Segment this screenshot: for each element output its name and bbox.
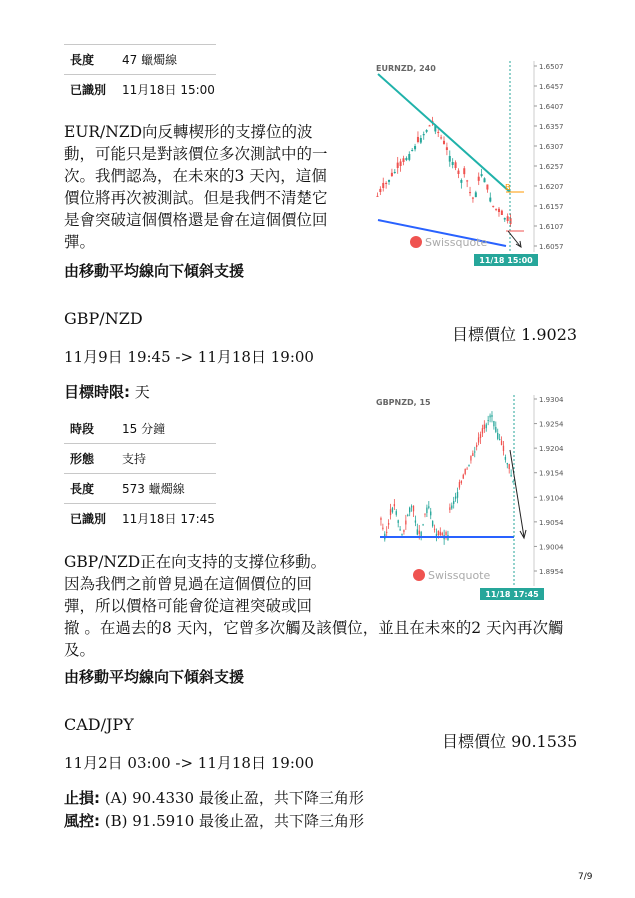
candle-body (382, 528, 383, 529)
meta-value: 支持 (122, 444, 216, 474)
candle-body (474, 452, 475, 453)
candle-body (419, 531, 420, 534)
gbpnzd-paragraph-bottom: 撤 。在過去的8 天內，它曾多次觸及該價位，並且在未來的2 天內再次觸及。 (64, 619, 564, 659)
cadjpy-target: 目標價位 90.1535 (442, 732, 578, 751)
gbpnzd-meta-table (64, 414, 216, 533)
axis-tick-label: 1.9254 (539, 420, 564, 429)
eurnzd-subheading: 由移動平均線向下傾斜支援 (64, 262, 245, 280)
meta-key: 時段 (70, 422, 95, 436)
cadjpy-stop-loss (64, 787, 364, 808)
candle-body (440, 532, 441, 535)
candle-body (457, 492, 458, 498)
candle-body (510, 475, 511, 476)
meta-value: 11月18日 15:00 (122, 75, 216, 105)
meta-row (64, 444, 216, 474)
candle-body (430, 512, 431, 516)
meta-value: 47 蠟燭線 (122, 45, 216, 75)
candle-body (481, 174, 483, 176)
candle-body (422, 524, 423, 525)
candle-body (414, 146, 416, 149)
candle-body (424, 514, 425, 515)
candle-body (440, 137, 442, 138)
axis-tick-label: 1.9204 (539, 445, 564, 454)
candle-body (465, 469, 466, 474)
candle-body (472, 198, 474, 199)
candle-body (480, 434, 481, 438)
candle-body (509, 464, 510, 469)
candle-body (413, 506, 414, 512)
candle-body (463, 168, 465, 174)
time-badge-label: 11/18 17:45 (485, 590, 539, 599)
candle-body (503, 446, 504, 451)
candle-body (394, 504, 395, 506)
axis-tick-label: 1.9004 (539, 543, 564, 552)
candle-body (487, 420, 488, 421)
candle-body (455, 162, 457, 168)
candle-body (461, 481, 462, 483)
meta-value: 15 分鐘 (122, 422, 166, 436)
candle-body (396, 511, 397, 515)
candle-body (449, 507, 450, 510)
candle-body (390, 509, 391, 515)
candle-body (445, 532, 446, 535)
candle-body (405, 521, 406, 525)
candle-body (442, 533, 443, 535)
cadjpy-risk-control (64, 810, 364, 831)
candle-body (483, 178, 485, 182)
candle-body (411, 150, 413, 151)
gbpnzd-chart (364, 390, 570, 602)
candle-body (437, 132, 439, 133)
candle-body (512, 481, 513, 482)
axis-tick-label: 1.9104 (539, 494, 564, 503)
candle-body (434, 529, 435, 530)
candle-body (478, 437, 479, 442)
candle-body (493, 421, 494, 426)
candle-body (411, 506, 412, 507)
stop-loss-value: (A) 90.4330 最後止盈，共下降三角形 (100, 789, 364, 807)
candle-body (501, 441, 502, 445)
candle-body (380, 518, 381, 520)
meta-row (64, 504, 216, 534)
meta-key: 已識別 (64, 75, 122, 105)
cadjpy-timespan: 11月2日 03:00 -> 11月18日 19:00 (64, 754, 314, 772)
page-number: 7/9 (578, 872, 593, 882)
gbpnzd-target: 目標價位 1.9023 (452, 325, 578, 344)
candle-body (497, 433, 498, 439)
candle-body (499, 439, 500, 440)
candle-body (388, 523, 389, 525)
axis-tick-label: 1.6107 (539, 223, 564, 231)
candle-body (436, 534, 437, 536)
axis-tick-label: 1.9154 (539, 469, 564, 478)
candle-body (466, 469, 467, 470)
stop-loss-label: 止損: (64, 789, 100, 807)
gbpnzd-pair-title: GBP/NZD (64, 309, 143, 328)
axis-tick-label: 1.6457 (539, 83, 564, 91)
axis-tick-label: 1.6307 (539, 143, 564, 151)
risk-label: 風控: (64, 812, 100, 830)
gbpnzd-timespan: 11月9日 19:45 -> 11月18日 19:00 (64, 348, 314, 366)
candle-body (438, 531, 439, 535)
candle-body (486, 425, 487, 429)
candle-body (449, 156, 451, 162)
watermark-text: Swissquote (428, 569, 491, 582)
candle-body (469, 192, 471, 193)
candle-body (476, 445, 477, 447)
candle-body (400, 161, 402, 166)
candle-body (420, 138, 422, 143)
meta-key: 已識別 (64, 504, 122, 534)
axis-tick-label: 1.6207 (539, 183, 564, 191)
chart-symbol-label: EURNZD, 240 (376, 64, 436, 73)
candle-body (505, 457, 506, 460)
gbpnzd-subheading: 由移動平均線向下傾斜支援 (64, 668, 245, 686)
candle-body (455, 497, 456, 499)
candle-body (484, 425, 485, 429)
candle-body (401, 534, 402, 535)
risk-value: (B) 91.5910 最後止盈，共下降三角形 (100, 812, 365, 830)
candle-body (463, 475, 464, 479)
axis-tick-label: 1.6157 (539, 203, 564, 211)
horizon-value: 天 (130, 383, 150, 401)
candle-body (504, 218, 506, 219)
candle-body (407, 515, 408, 516)
candle-body (501, 211, 503, 215)
candle-body (446, 147, 448, 150)
candle-body (472, 453, 473, 456)
candle-body (452, 162, 454, 165)
candle-body (432, 521, 433, 526)
candle-body (451, 506, 452, 509)
horizon-label: 目標時限: (64, 383, 130, 401)
eurnzd-paragraph: EUR/NZD向反轉楔形的支撐位的波動，可能只是對該價位多次測試中的一次。我們認為，在未來的3 天內，這個價位將再次被測試。但是我們不清楚它是會突破這個價格還是會在這個價位回彈。 (64, 123, 328, 251)
axis-tick-label: 1.6507 (539, 63, 564, 71)
candle-body (399, 529, 400, 530)
axis-tick-label: 1.6407 (539, 103, 564, 111)
candle-body (507, 216, 509, 221)
candle-body (457, 171, 459, 174)
axis-tick-label: 1.9054 (539, 518, 564, 527)
axis-tick-label: 1.9304 (539, 396, 564, 404)
candle-body (443, 141, 445, 144)
time-badge-label: 11/18 15:00 (479, 256, 533, 265)
candle-body (379, 189, 381, 192)
meta-row (64, 414, 216, 444)
candle-body (417, 137, 419, 142)
candle-body (392, 508, 393, 512)
meta-key: 長度 (64, 45, 122, 75)
candle-body (466, 180, 468, 181)
candle-body (460, 180, 462, 183)
meta-row (64, 75, 216, 105)
chart-symbol-label: GBPNZD, 15 (376, 398, 431, 407)
meta-key: 長度 (64, 474, 122, 504)
candle-body (482, 428, 483, 433)
candle-body (495, 209, 497, 210)
watermark-text: Swissquote (425, 236, 488, 249)
candle-body (376, 196, 378, 197)
meta-key: 形態 (64, 444, 122, 474)
candle-body (408, 154, 410, 160)
candle-body (468, 465, 469, 466)
axis-tick-label: 1.6257 (539, 163, 564, 171)
meta-row (64, 474, 216, 504)
candle-body (397, 163, 399, 168)
candle-body (388, 180, 390, 182)
candle-body (486, 185, 488, 190)
eurnzd-chart (364, 56, 570, 268)
candle-body (391, 173, 393, 176)
candle-body (417, 529, 418, 534)
candle-body (429, 125, 431, 126)
candle-body (475, 192, 477, 197)
candle-body (402, 158, 404, 162)
candle-body (492, 206, 494, 207)
candle-body (491, 415, 492, 417)
axis-tick-label: 1.6357 (539, 123, 564, 131)
meta-value: 573 蠟燭線 (122, 474, 216, 504)
candle-body (398, 520, 399, 523)
candle-body (403, 530, 404, 532)
cadjpy-pair-title: CAD/JPY (64, 715, 134, 734)
candle-body (470, 456, 471, 461)
candle-body (459, 482, 460, 487)
candle-body (507, 463, 508, 464)
candle-body (495, 427, 496, 432)
candle-body (409, 508, 410, 513)
axis-tick-label: 1.8954 (539, 568, 564, 576)
candle-body (426, 508, 427, 514)
candle-body (426, 130, 428, 132)
candle-body (453, 501, 454, 504)
candle-body (394, 172, 396, 173)
candle-body (423, 134, 425, 135)
candle-body (405, 158, 407, 160)
candle-body (489, 198, 491, 202)
candle-body (415, 520, 416, 522)
candle-body (428, 506, 429, 508)
meta-value: 11月18日 17:45 (122, 504, 216, 534)
candle-body (489, 416, 490, 418)
axis-tick-label: 1.6057 (539, 243, 564, 251)
candle-body (386, 532, 387, 533)
gbpnzd-horizon (64, 381, 150, 402)
meta-row (64, 45, 216, 75)
eurnzd-meta-table (64, 44, 216, 104)
candle-body (382, 183, 384, 188)
candle-body (478, 177, 480, 181)
marker-b-label: B (505, 183, 511, 192)
candle-body (498, 209, 500, 212)
candle-body (385, 183, 387, 184)
gbpnzd-paragraph-top: GBP/NZD正在向支持的支撐位移動。因為我們之前曾見過在這個價位的回彈，所以價格可能會從這裡突破或回 (64, 553, 327, 615)
